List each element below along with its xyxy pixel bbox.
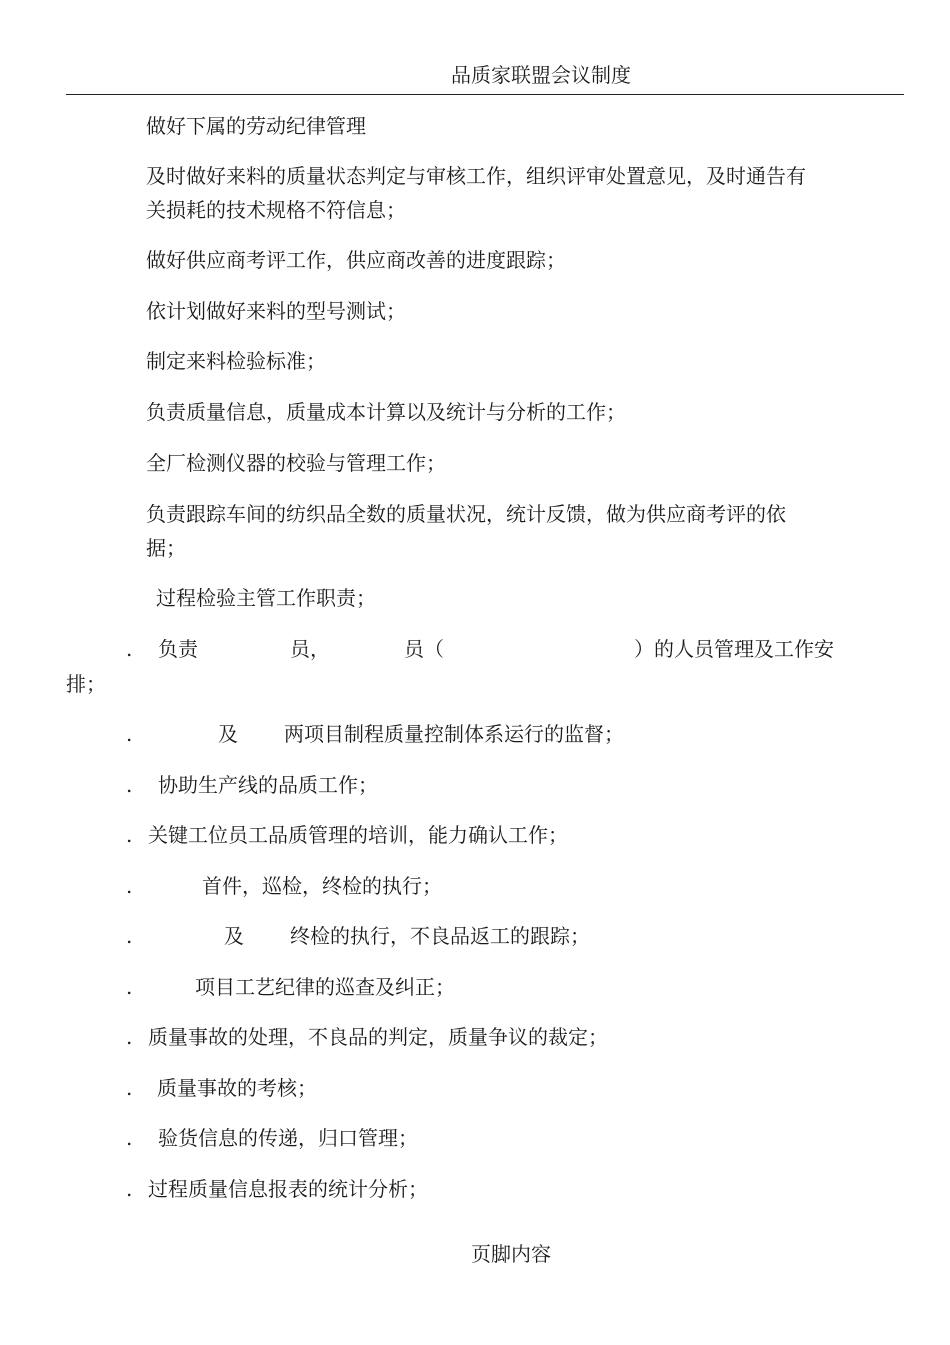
list-item-text: 终检的执行，不良品返工的跟踪； <box>290 924 590 948</box>
paragraph-supplier-evaluation: 做好供应商考评工作，供应商改善的进度跟踪； <box>146 248 566 272</box>
list-bullet: . <box>126 722 133 746</box>
list-bullet: . <box>126 924 133 948</box>
list-item-text: 及 <box>218 722 238 746</box>
list-item-text-wrap: 排； <box>66 672 106 696</box>
list-item-text: 负责 <box>158 637 198 661</box>
paragraph-instrument-calibration: 全厂检测仪器的校验与管理工作； <box>146 451 446 475</box>
page-footer: 页脚内容 <box>471 1242 551 1266</box>
list-item-text: 验货信息的传递，归口管理； <box>158 1126 418 1150</box>
paragraph-incoming-material-line2: 关损耗的技术规格不符信息； <box>146 198 406 222</box>
paragraph-model-testing: 依计划做好来料的型号测试； <box>146 299 406 323</box>
paragraph-quality-information: 负责质量信息，质量成本计算以及统计与分析的工作； <box>146 400 626 424</box>
list-item-text: 项目工艺纪律的巡查及纠正； <box>195 975 455 999</box>
list-bullet: . <box>126 1177 133 1201</box>
list-bullet: . <box>126 975 133 999</box>
list-item-text: 质量事故的考核； <box>157 1076 317 1100</box>
page-header-title: 品质家联盟会议制度 <box>451 63 631 87</box>
section-title: 过程检验主管工作职责； <box>156 586 376 610</box>
list-bullet: . <box>126 773 133 797</box>
list-item-text: 过程质量信息报表的统计分析； <box>148 1177 428 1201</box>
list-bullet: . <box>126 1126 133 1150</box>
paragraph-inspection-standard: 制定来料检验标准； <box>146 349 326 373</box>
list-item-text: 员（ <box>404 637 444 661</box>
list-item-text: 首件，巡检，终检的执行； <box>202 874 442 898</box>
paragraph-discipline: 做好下属的劳动纪律管理 <box>146 114 366 138</box>
list-bullet: . <box>126 637 133 661</box>
list-bullet: . <box>126 823 133 847</box>
list-item-text: 关键工位员工品质管理的培训，能力确认工作； <box>148 823 568 847</box>
list-item-text: 两项目制程质量控制体系运行的监督； <box>284 722 624 746</box>
paragraph-workshop-tracking-line2: 据； <box>146 536 186 560</box>
list-item-text: 及 <box>224 924 244 948</box>
header-divider <box>66 94 904 95</box>
list-item-text: ）的人员管理及工作安 <box>634 637 834 661</box>
paragraph-workshop-tracking-line1: 负责跟踪车间的纺织品全数的质量状况，统计反馈，做为供应商考评的依 <box>146 502 786 526</box>
list-bullet: . <box>126 874 133 898</box>
list-item-text: 员， <box>290 637 330 661</box>
list-bullet: . <box>126 1025 133 1049</box>
list-item-text: 协助生产线的品质工作； <box>158 773 378 797</box>
list-item-text: 质量事故的处理，不良品的判定，质量争议的裁定； <box>148 1025 608 1049</box>
list-bullet: . <box>126 1076 133 1100</box>
paragraph-incoming-material-line1: 及时做好来料的质量状态判定与审核工作，组织评审处置意见，及时通告有 <box>146 164 806 188</box>
